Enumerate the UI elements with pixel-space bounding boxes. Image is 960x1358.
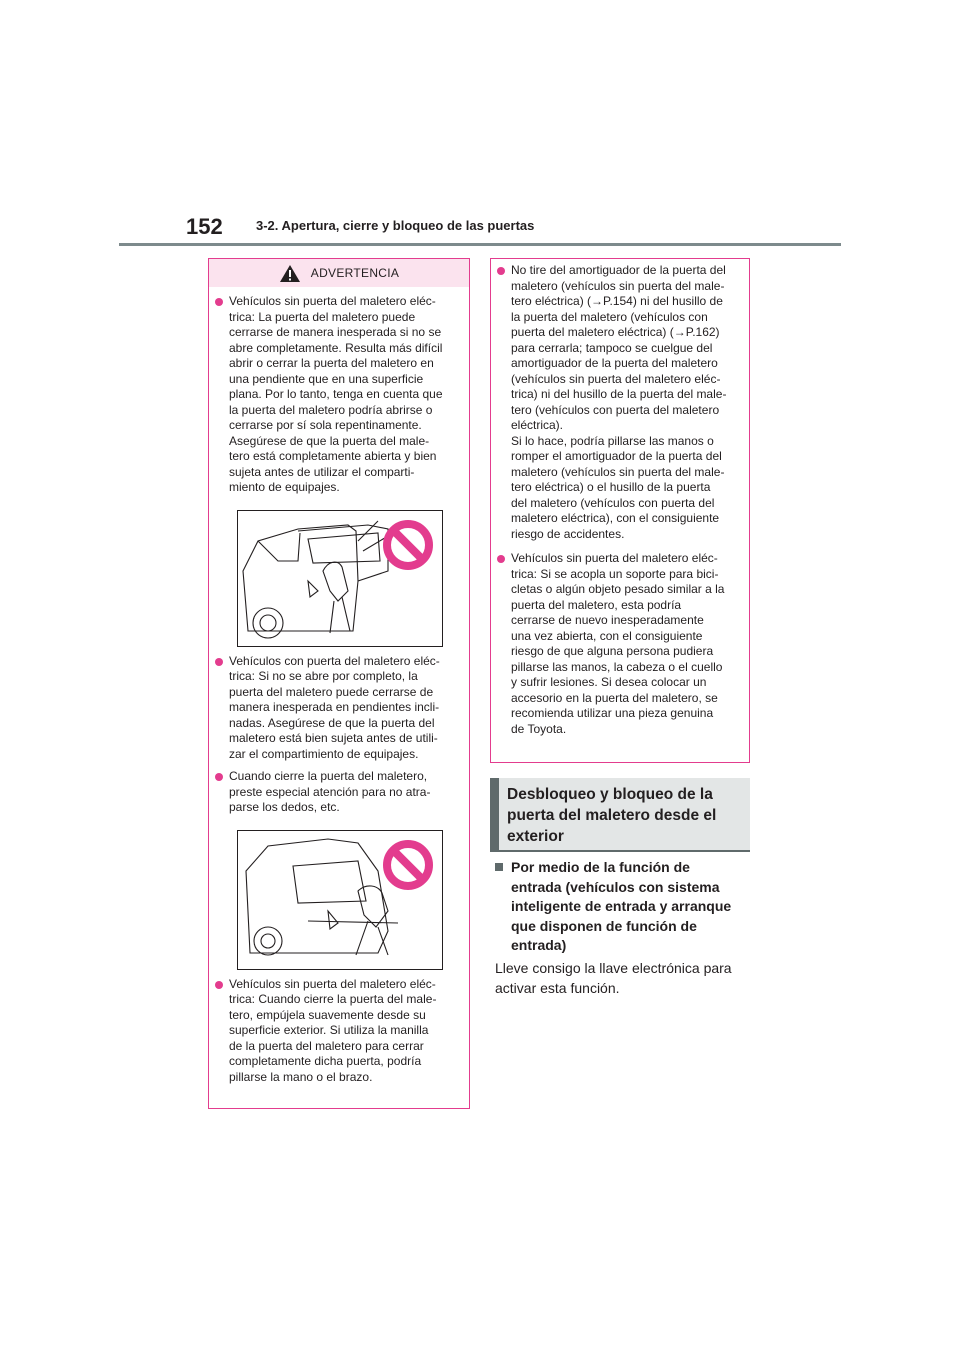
subsection-title: Desbloqueo y bloqueo de la puerta del maletero desde el exterior — [507, 786, 717, 845]
illustration-finger-trap — [237, 830, 443, 970]
square-bullet-icon — [495, 863, 503, 871]
bullet-dot-icon — [215, 773, 223, 781]
warning-item-text: Vehículos sin puerta del maletero eléc- trica: La puerta del maletero puede cerrarse de manera inesperada si no se abre completamente. Resulta más difícil abrir o cerrar la puerta del maletero en una pendiente que en una superficie plana. Por lo tanto, tenga en cuenta que la puerta del maletero podría abrirse o cerrarse por sí sola repentinamente. Asegúrese de que la puerta del male- tero está completamente abierta y bien sujeta antes de utilizar el comparti- miento de equipajes. — [229, 294, 443, 494]
warning-item — [491, 551, 749, 737]
warning-item — [491, 263, 749, 542]
warning-item — [209, 654, 469, 763]
warning-box-right — [490, 258, 750, 763]
feature-heading-text: Por medio de la función de entrada (vehículos con sistema inteligente de entrada y arranque que disponen de función de entrada) — [511, 859, 732, 953]
prohibition-icon — [382, 519, 434, 571]
warning-item — [209, 294, 469, 496]
warning-triangle-icon — [279, 264, 301, 283]
warning-header — [209, 259, 469, 287]
warning-item-text: No tire del amortiguador de la puerta del maletero (vehículos sin puerta del male- tero eléctrica) (→P.154) ni del husillo de la puerta del maletero (vehículos con puerta del maletero eléctrica) (→P.162) para cerrarla; tampoco se cuelgue del amortiguador de la puerta del maletero (vehículos sin puerta del maletero eléc- trica) ni del husillo de la puerta del male- tero (vehículos con puerta del maletero eléctrica). Si lo hace, podría pillarse las manos o romper el amortiguador de la puerta del maletero (vehículos sin puerta del male- tero eléctrica) o el husillo de la puerta del maletero (vehículos con puerta del maletero eléctrica), con el consiguiente riesgo de accidentes. — [511, 263, 727, 541]
warning-item-text: Vehículos sin puerta del maletero eléc- trica: Si se acopla un soporte para bici- cletas o algún objeto pesado similar a la puerta del maletero, esta podría cerrarse de nuevo inesperadamente una vez abierta, con el consiguiente riesgo de que alguna persona pudiera pillarse las manos, la cabeza o el cuello y sufrir lesiones. Si desea colocar un accesorio en la puerta del maletero, se recomienda utilizar una pieza genuina de Toyota. — [511, 551, 725, 736]
bullet-dot-icon — [215, 658, 223, 666]
warning-item — [209, 977, 469, 1086]
subsection-heading — [490, 778, 750, 852]
prohibition-icon — [382, 839, 434, 891]
warning-item-text: Cuando cierre la puerta del maletero, preste especial atención para no atra- parse los dedos, etc. — [229, 769, 431, 814]
warning-item-text: Vehículos con puerta del maletero eléc- trica: Si no se abre por completo, la puerta del maletero puede cerrarse de manera inesperada en pendientes incli- nadas. Asegúrese de que la puerta del maletero está bien sujeta antes de utili- zar el compartimiento de equipajes. — [229, 653, 440, 761]
bullet-dot-icon — [215, 981, 223, 989]
warning-box-left — [208, 258, 470, 1109]
bullet-dot-icon — [215, 298, 223, 306]
feature-heading — [495, 858, 750, 956]
bullet-dot-icon — [497, 555, 505, 563]
page-number: 152 — [186, 214, 223, 239]
warning-item-text: Vehículos sin puerta del maletero eléc- trica: Cuando cierre la puerta del male- tero, empújela suavemente desde su superficie exterior. Si utiliza la manilla de la puerta del maletero para cerrar completamente dicha puerta, podría pillarse la mano o el brazo. — [229, 976, 437, 1084]
bullet-dot-icon — [497, 267, 505, 275]
feature-body: Lleve consigo la llave electrónica para activar esta función. — [495, 960, 732, 996]
warning-label: ADVERTENCIA — [310, 266, 400, 280]
warning-item — [209, 769, 469, 816]
section-title: 3-2. Apertura, cierre y bloqueo de las puertas — [256, 218, 535, 233]
illustration-tailgate-falling — [237, 510, 443, 647]
header-rule — [119, 243, 841, 246]
